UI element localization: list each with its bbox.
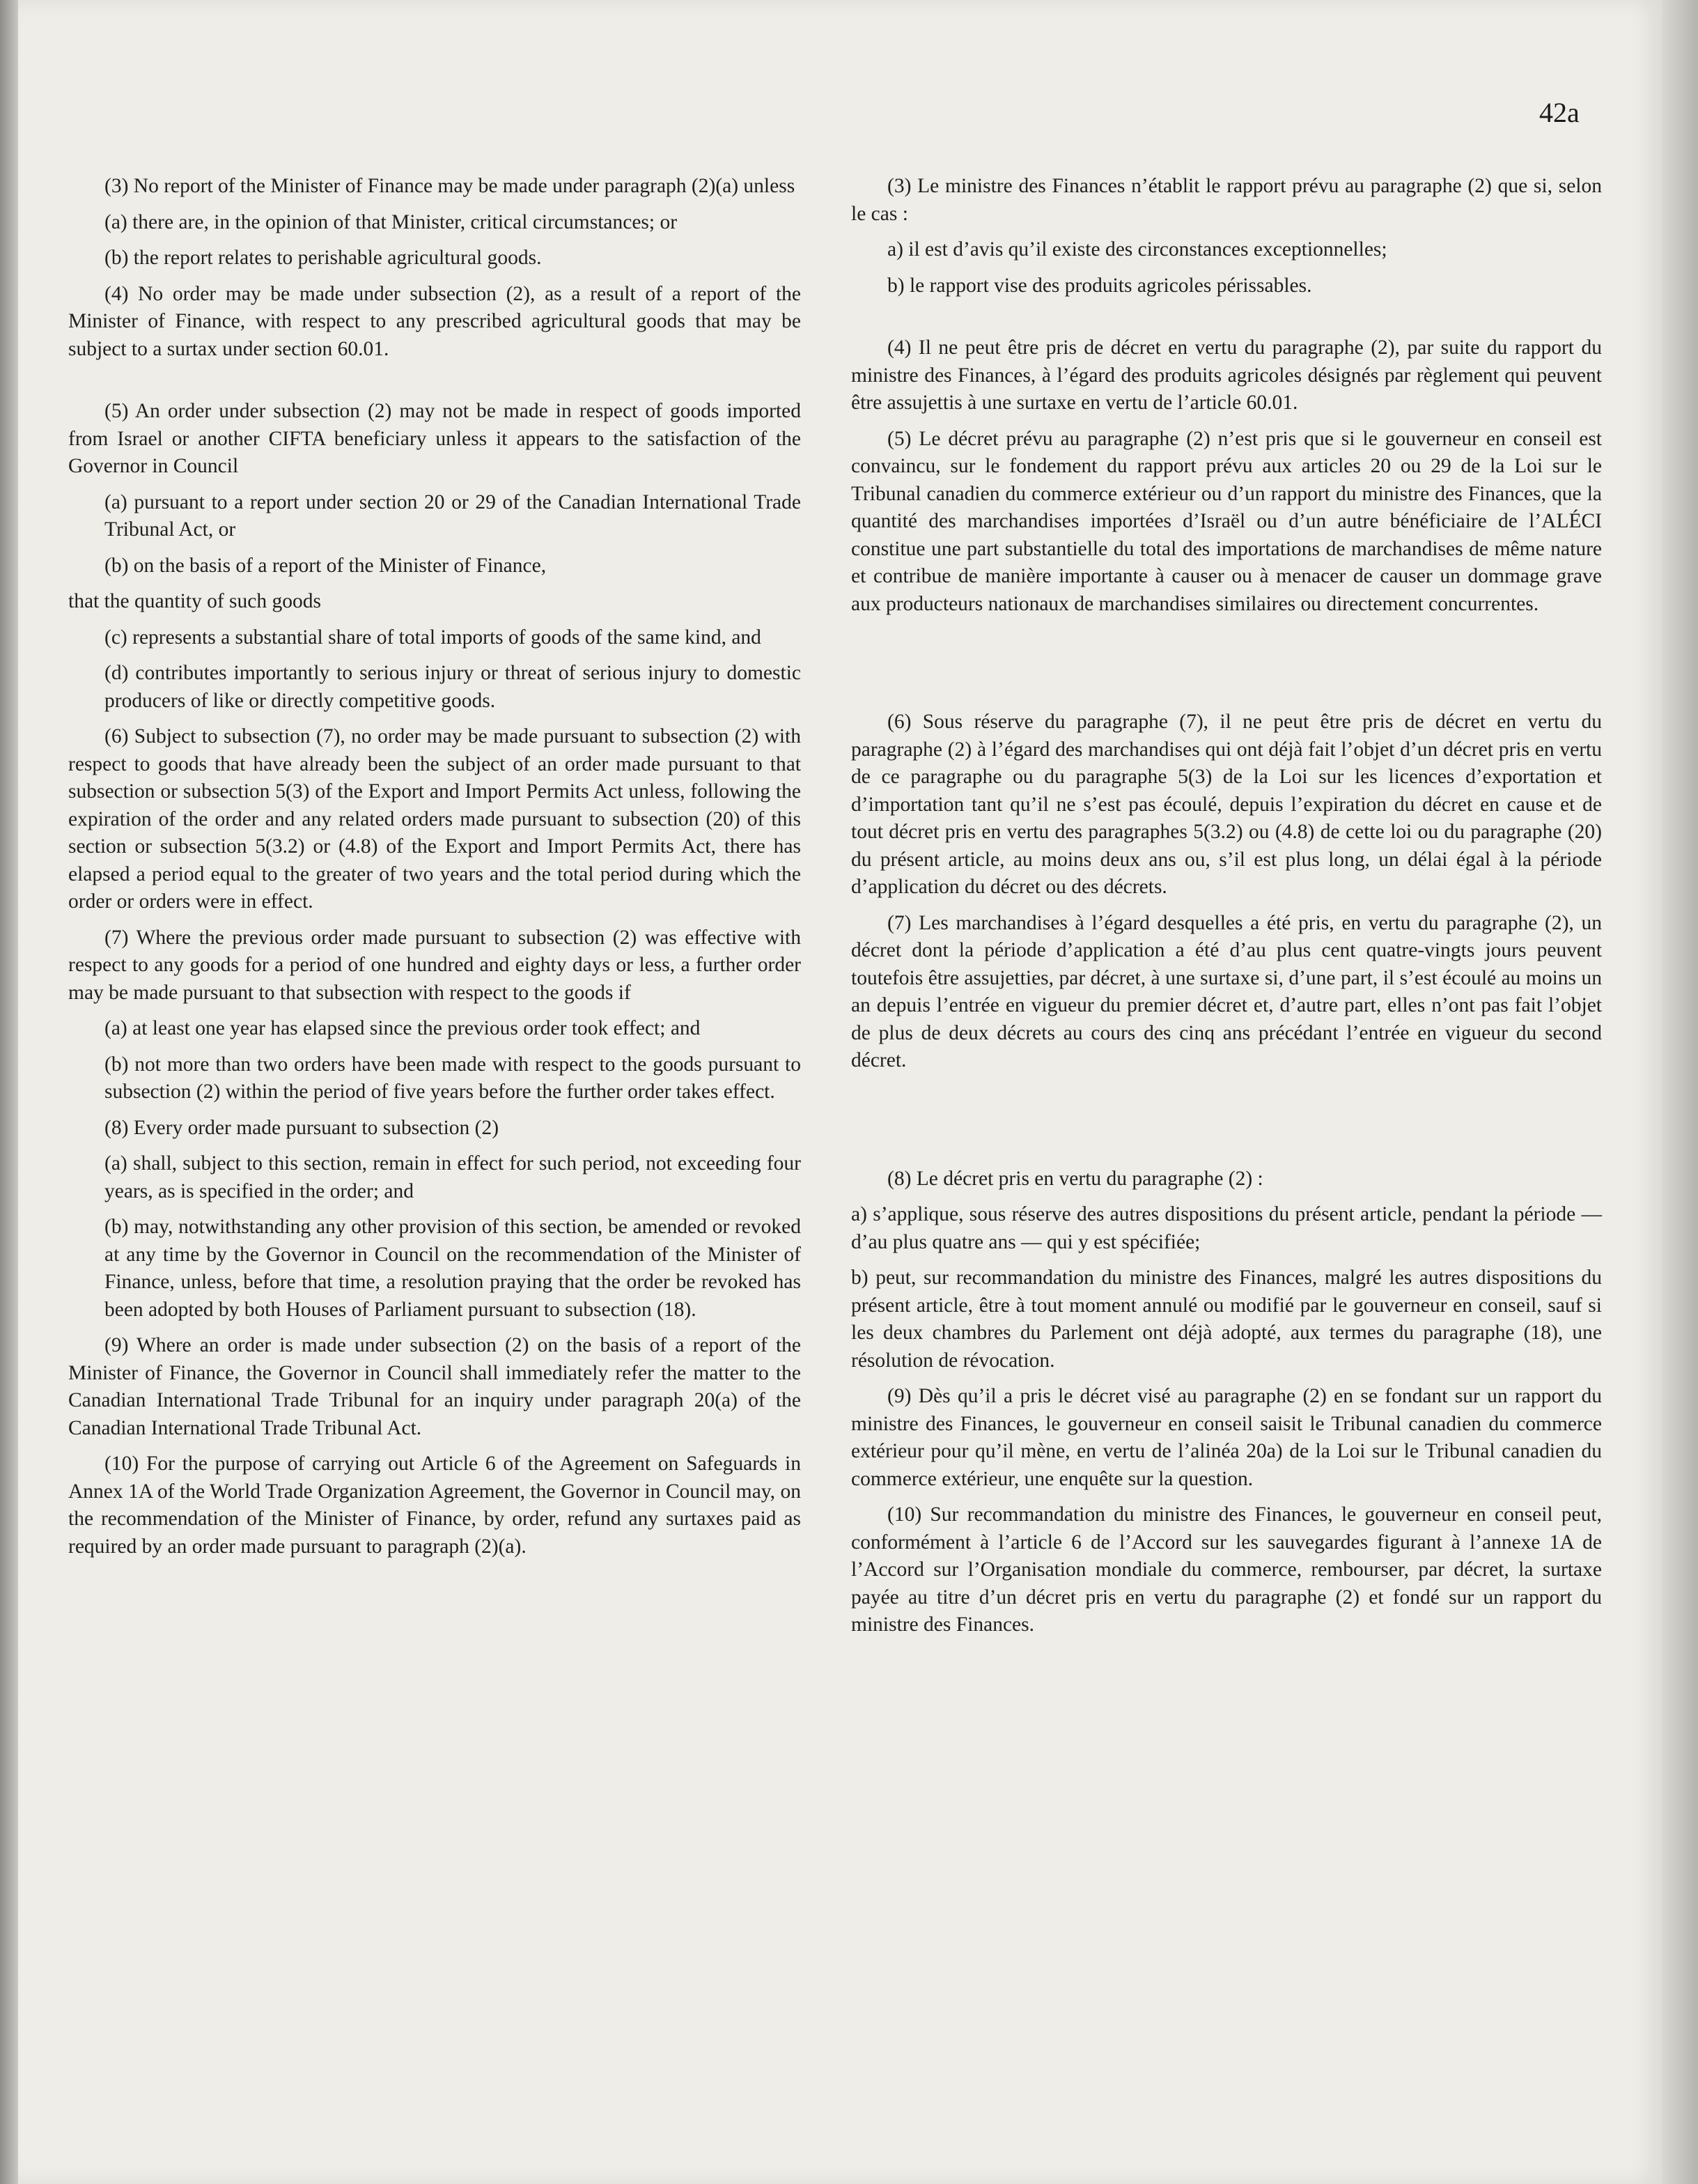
subsection-8-en: (8) Every order made pursuant to subsection (2) (104, 1116, 499, 1139)
subsection-10-en: (10) For the purpose of carrying out Article 6 of the Agreement on Safeguards in Annex 1A of the World Trade Organization Agreement, the Governor in Council may, on the recommendation of the Minister of Finance, by order, refund any surtaxes paid as required by an order made pursuant to paragraph (2)(a). (68, 1453, 801, 1558)
paragraph-7a-en: (a) at least one year has elapsed since the previous order took effect; and (104, 1017, 701, 1039)
paragraph-5a-en: (a) pursuant to a report under section 20 or 29 of the Canadian International Trade Tribunal Act, or (104, 490, 801, 541)
subsection-5-en: (5) An order under subsection (2) may not be made in respect of goods imported from Israel or another CIFTA beneficiary unless it appears to the satisfaction of the Governor in Council (68, 400, 801, 477)
paragraph-3a-en: (a) there are, in the opinion of that Minister, critical circumstances; or (104, 210, 678, 233)
paragraph-3b-fr: b) le rapport vise des produits agricoles périssables. (887, 274, 1312, 297)
subsection-9-fr: (9) Dès qu’il a pris le décret visé au paragraphe (2) en se fondant sur un rapport du ministre des Finances, le gouverneur en conseil saisit le Tribunal canadien du commerce extérieur pour qu’il mène, en vertu de l’alinéa 20a) de la Loi sur le Tribunal canadien du commerce extérieur, une enquête sur la question. (851, 1385, 1602, 1490)
paragraph-8a-fr: a) s’applique, sous réserve des autres dispositions du présent article, pendant la période — d’au plus quatre ans — qui y est spécifiée; (851, 1203, 1602, 1253)
subsection-8-fr: (8) Le décret pris en vertu du paragraphe (2) : (887, 1167, 1263, 1190)
page-binding-edge (0, 0, 18, 2184)
paragraph-8a-en: (a) shall, subject to this section, remain in effect for such period, not exceeding four years, as is specified in the order; and (104, 1152, 801, 1202)
subsection-6-fr: (6) Sous réserve du paragraphe (7), il ne peut être pris de décret en vertu du paragraphe (2) à l’égard des marchandises qui ont déjà fait l’objet d’un décret pris en vertu de ce paragraphe ou du paragraphe 5(3) de la Loi sur les licences d’exportation et d’importation tant qu’il ne s’est pas écoulé, depuis l’expiration du décret en cause et de tout décret pris en vertu des paragraphes 5(3.2) ou (4.8) de cette loi ou du paragraphe (20) du présent article, au moins deux ans ou, s’il est plus long, un délai égal à la période d’application du décret ou des décrets. (851, 711, 1602, 898)
subsection-7-fr: (7) Les marchandises à l’égard desquelles a été pris, en vertu du paragraphe (2), un décret dont la période d’application a été d’au plus cent quatre-vingts jours peuvent toutefois être assujetties, par décret, à une surtaxe si, d’une part, il s’est écoulé au moins un an depuis l’entrée en vigueur du premier décret et, d’autre part, elles n’ont pas fait l’objet de plus de deux décrets au cours des cinq ans précédant l’entrée en vigueur du second décret. (851, 911, 1602, 1071)
subsection-10-fr: (10) Sur recommandation du ministre des Finances, le gouverneur en conseil peut, conformément à l’article 6 de l’Accord sur les sauvegardes figurant à l’annexe 1A de l’Accord sur l’Organisation mondiale du commerce, rembourser, par décret, la surtaxe payée au titre d’un décret pris en vertu du paragraphe (2) et fondé sur un rapport du ministre des Finances. (851, 1503, 1602, 1636)
paragraph-8b-fr: b) peut, sur recommandation du ministre des Finances, malgré les autres dispositions du présent article, être à tout moment annulé ou modifié par le gouverneur en conseil, sauf si les deux chambres du Parlement ont déjà adopté, aux termes du paragraphe (18), une résolution de révocation. (851, 1267, 1602, 1372)
paragraph-5d-en: (d) contributes importantly to serious injury or threat of serious injury to domestic producers of like or directly competitive goods. (104, 662, 801, 712)
page-number: 42a (1539, 97, 1580, 128)
subsection-3-en: (3) No report of the Minister of Finance may be made under paragraph (2)(a) unless (104, 175, 795, 197)
paragraph-3a-fr: a) il est d’avis qu’il existe des circonstances exceptionnelles; (887, 238, 1387, 261)
page-right-edge (1662, 0, 1698, 2184)
subsection-7-en: (7) Where the previous order made pursuant to subsection (2) was effective with respect to any goods for a period of one hundred and eighty days or less, a further order may be made pursuant to that subsection with respect to the goods if (68, 926, 801, 1004)
subsection-5-fr: (5) Le décret prévu au paragraphe (2) n’est pris que si le gouverneur en conseil est convaincu, sur le fondement du rapport prévu aux articles 20 ou 29 de la Loi sur le Tribunal canadien du commerce extérieur ou d’un rapport du ministre des Finances, que la quantité des marchandises importées d’Israël ou d’un autre bénéficiaire de l’ALÉCI constitue une part substantielle du total des importations de marchandises de même nature et contribue de manière importante à causer ou à menacer de causer un dommage grave aux producteurs nationaux de marchandises similaires ou directement concurrentes. (851, 427, 1602, 615)
subsection-5-continuation-en: that the quantity of such goods (68, 590, 321, 612)
subsection-4-fr: (4) Il ne peut être pris de décret en vertu du paragraphe (2), par suite du rapport du ministre des Finances, à l’égard des produits agricoles désignés par règlement qui peuvent être assujettis à une surtaxe en vertu de l’article 60.01. (851, 336, 1602, 414)
subsection-9-en: (9) Where an order is made under subsection (2) on the basis of a report of the Minister of Finance, the Governor in Council shall immediately refer the matter to the Canadian International Trade Tribunal for an inquiry under paragraph 20(a) of the Canadian International Trade Tribunal Act. (68, 1334, 801, 1439)
paragraph-7b-en: (b) not more than two orders have been made with respect to the goods pursuant to subsection (2) within the period of five years before the further order takes effect. (104, 1053, 801, 1103)
subsection-3-fr: (3) Le ministre des Finances n’établit le rapport prévu au paragraphe (2) que si, selon le cas : (851, 175, 1602, 225)
subsection-6-en: (6) Subject to subsection (7), no order may be made pursuant to subsection (2) with respect to goods that have already been the subject of an order made pursuant to that subsection or subsection 5(3) of the Export and Import Permits Act unless, following the expiration of the order and any related orders made pursuant to subsection (20) of this section or subsection 5(3.2) or (4.8) of the Export and Import Permits Act, there has elapsed a period equal to the greater of two years and the total period during which the order or orders were in effect. (68, 725, 801, 913)
french-column (851, 173, 1602, 1648)
paragraph-5b-en: (b) on the basis of a report of the Minister of Finance, (104, 554, 547, 577)
paragraph-8b-en: (b) may, notwithstanding any other provision of this section, be amended or revoked at any time by the Governor in Council on the recommendation of the Minister of Finance, unless, before that time, a resolution praying that the order be revoked has been adopted by both Houses of Parliament pursuant to subsection (18). (104, 1216, 801, 1321)
english-column (68, 173, 801, 1569)
paragraph-5c-en: (c) represents a substantial share of total imports of goods of the same kind, and (104, 626, 761, 649)
paragraph-3b-en: (b) the report relates to perishable agricultural goods. (104, 247, 542, 269)
subsection-4-en: (4) No order may be made under subsection (2), as a result of a report of the Minister of Finance, with respect to any prescribed agricultural goods that may be subject to a surtax under section 60.01. (68, 282, 801, 360)
